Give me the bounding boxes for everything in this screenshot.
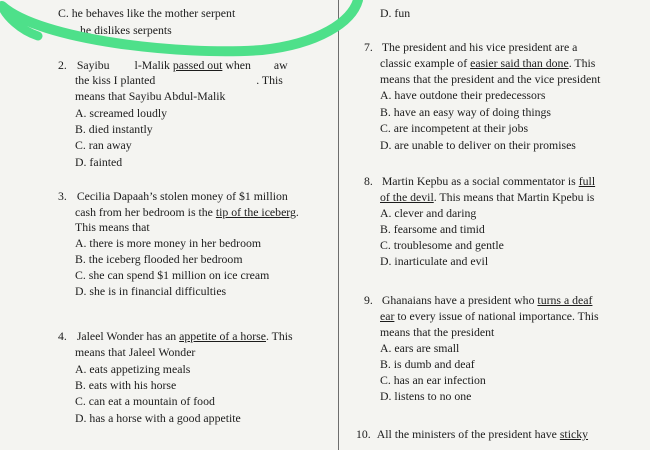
q7-idiom: easier said than done xyxy=(470,56,569,70)
q4-option: C. can eat a mountain of food xyxy=(75,394,215,408)
q9-option: C. has an ear infection xyxy=(380,373,486,387)
q7-stem-line3: means that the president and the vice president xyxy=(380,72,601,86)
q6-option-d: D. fun xyxy=(380,6,411,20)
q7-option: A. have outdone their predecessors xyxy=(380,88,546,102)
q4-number: 4. xyxy=(58,329,67,343)
q8-idiom-part1: full xyxy=(578,174,596,188)
q2-number: 2. xyxy=(58,58,67,72)
q3-option: C. she can spend $1 million on ice cream xyxy=(75,268,270,282)
q9-stem-line1: 9. Ghanaians have a president who turns a deaf xyxy=(364,293,593,307)
q4-option: A. eats appetizing meals xyxy=(75,362,191,376)
q2-stem-line3: means that Sayibu Abdul-Malik xyxy=(75,89,226,103)
q2-idiom: passed out xyxy=(172,58,223,72)
q9-number: 9. xyxy=(364,293,373,307)
q3-number: 3. xyxy=(58,189,67,203)
q7-option: B. have an easy way of doing things xyxy=(380,105,552,119)
q8-option: B. fearsome and timid xyxy=(380,222,485,236)
q3-option: B. the iceberg flooded her bedroom xyxy=(75,252,243,266)
q2-option: B. died instantly xyxy=(75,122,153,136)
q8-option: A. clever and daring xyxy=(380,206,477,220)
q3-option: A. there is more money in her bedroom xyxy=(75,236,262,250)
q7-stem-line1: 7. The president and his vice president are a xyxy=(364,40,578,54)
q2-stem-line2: the kiss I planted . This xyxy=(75,73,283,87)
q1-option-c: C. he behaves like the mother serpent xyxy=(58,6,236,20)
q4-stem-line2: means that Jaleel Wonder xyxy=(75,345,196,359)
q4-stem-line1: 4. Jaleel Wonder has an appetite of a horse. This xyxy=(58,329,293,343)
q1-option-d: he dislikes serpents xyxy=(80,23,172,37)
q9-idiom-part2: ear xyxy=(380,309,395,323)
q4-option: D. has a horse with a good appetite xyxy=(75,411,241,425)
q9-idiom-part1: turns a deaf xyxy=(537,293,593,307)
q8-stem-line2: of the devil. This means that Martin Kpebu is xyxy=(380,190,595,204)
q2-stem-line1: 2. Sayibu l-Malik passed out when aw xyxy=(58,58,288,72)
q10-stem-line1: 10. All the ministers of the president have sticky xyxy=(356,427,589,441)
q4-option: B. eats with his horse xyxy=(75,378,177,392)
q9-stem-line3: means that the president xyxy=(380,325,495,339)
q4-idiom: appetite of a horse xyxy=(179,329,266,343)
column-divider xyxy=(338,0,339,450)
marker-stroke-left xyxy=(2,6,38,36)
q7-number: 7. xyxy=(364,40,373,54)
q7-option: C. are incompetent at their jobs xyxy=(380,121,529,135)
q3-stem-line3: This means that xyxy=(75,220,150,234)
q9-option: B. is dumb and deaf xyxy=(380,357,475,371)
q7-stem-line2: classic example of easier said than done. This xyxy=(380,56,596,70)
q9-stem-line2: ear to every issue of national importance. This xyxy=(380,309,599,323)
q2-option: A. screamed loudly xyxy=(75,106,168,120)
q10-number: 10. xyxy=(356,427,371,441)
q3-stem-line1: 3. Cecilia Dapaah’s stolen money of $1 million xyxy=(58,189,288,203)
q8-option: C. troublesome and gentle xyxy=(380,238,504,252)
q3-stem-line2: cash from her bedroom is the tip of the iceberg. xyxy=(75,205,299,219)
q3-option: D. she is in financial difficulties xyxy=(75,284,227,298)
q7-option: D. are unable to deliver on their promises xyxy=(380,138,576,152)
q10-idiom: sticky xyxy=(559,427,589,441)
q8-stem-line1: 8. Martin Kepbu as a social commentator is full xyxy=(364,174,596,188)
q2-option: C. ran away xyxy=(75,138,132,152)
q9-option: D. listens to no one xyxy=(380,389,472,403)
q8-number: 8. xyxy=(364,174,373,188)
q8-idiom-part2: of the devil xyxy=(380,190,434,204)
q8-option: D. inarticulate and evil xyxy=(380,254,489,268)
q2-option: D. fainted xyxy=(75,155,123,169)
q9-option: A. ears are small xyxy=(380,341,460,355)
q3-idiom: tip of the iceberg xyxy=(215,205,296,219)
